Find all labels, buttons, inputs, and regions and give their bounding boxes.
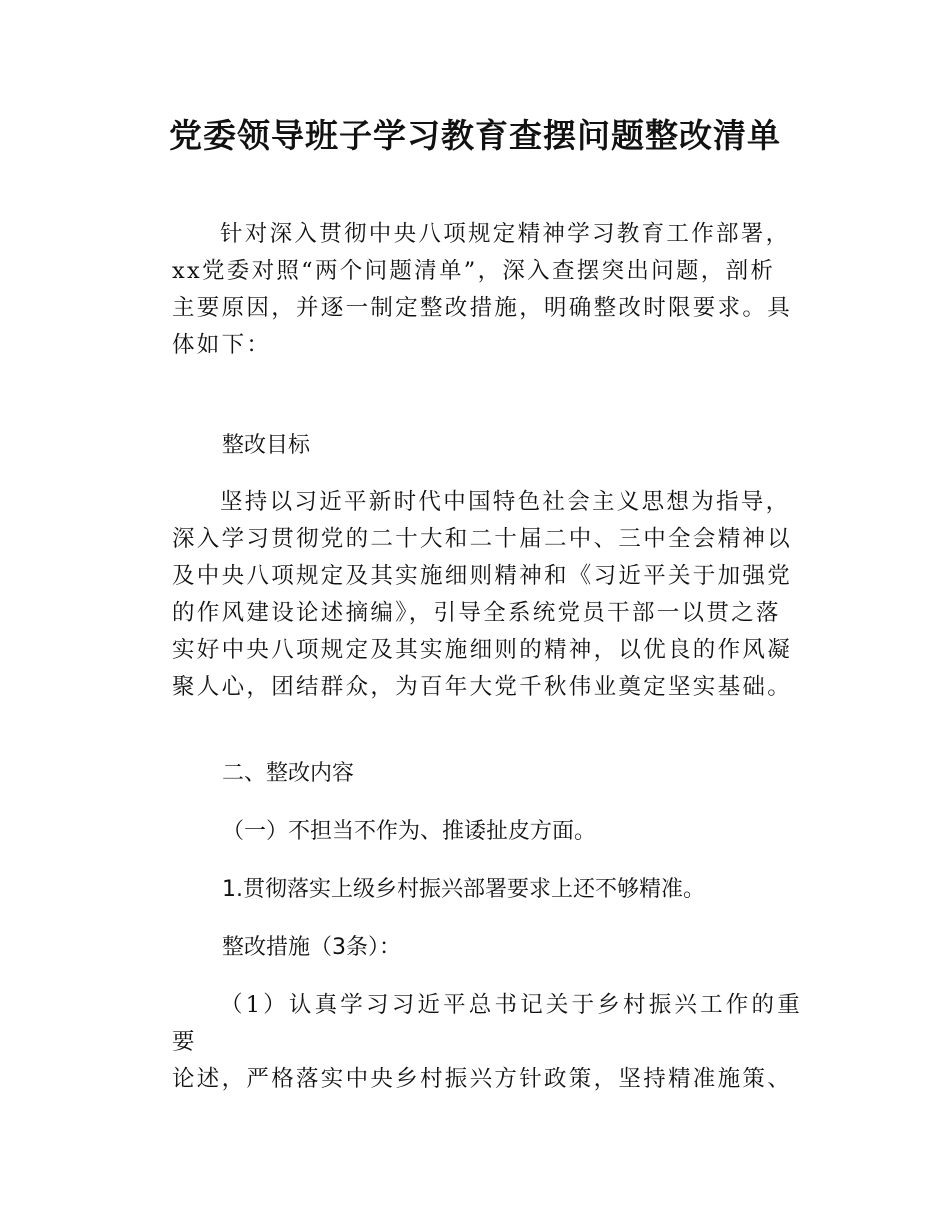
measure-line: （1）认真学习习近平总书记关于乡村振兴工作的重要 — [172, 992, 802, 1055]
measure-line: 论述，严格落实中央乡村振兴方针政策，坚持精准施策、 — [172, 1066, 793, 1092]
section-one-heading: （一）不担当不作为、推诿扯皮方面。 — [222, 819, 597, 844]
intro-line: xx党委对照“两个问题清单”，深入查摆突出问题，剖析 — [172, 258, 776, 284]
goal-line: 的作风建设论述摘编》，引导全系统党员干部一以贯之落 — [172, 600, 781, 626]
intro-paragraph — [172, 216, 802, 364]
goal-paragraph — [172, 484, 802, 706]
intro-line: 主要原因，并逐一制定整改措施，明确整改时限要求。具 — [172, 295, 793, 321]
goal-line: 坚持以习近平新时代中国特色社会主义思想为指导， — [220, 489, 791, 515]
goal-line: 及中央八项规定及其实施细则精神和《习近平关于加强党 — [172, 563, 793, 589]
goal-line: 聚人心，团结群众，为百年大党千秋伟业奠定坚实基础。 — [172, 674, 793, 700]
intro-line: 体如下： — [172, 332, 272, 358]
measure-paragraph — [172, 987, 802, 1098]
measures-heading: 整改措施（3条）： — [222, 935, 401, 960]
goal-heading: 整改目标 — [222, 433, 311, 458]
content-heading: 二、整改内容 — [222, 761, 355, 786]
intro-line: 针对深入贯彻中央八项规定精神学习教育工作部署， — [220, 221, 791, 247]
goal-line: 实好中央八项规定及其实施细则的精神，以优良的作风凝 — [172, 637, 793, 663]
goal-line: 深入学习贯彻党的二十大和二十届二中、三中全会精神以 — [172, 526, 793, 552]
item-one-heading: 1.贯彻落实上级乡村振兴部署要求上还不够精准。 — [222, 877, 705, 902]
document-title: 党委领导班子学习教育查摆问题整改清单 — [169, 116, 781, 155]
